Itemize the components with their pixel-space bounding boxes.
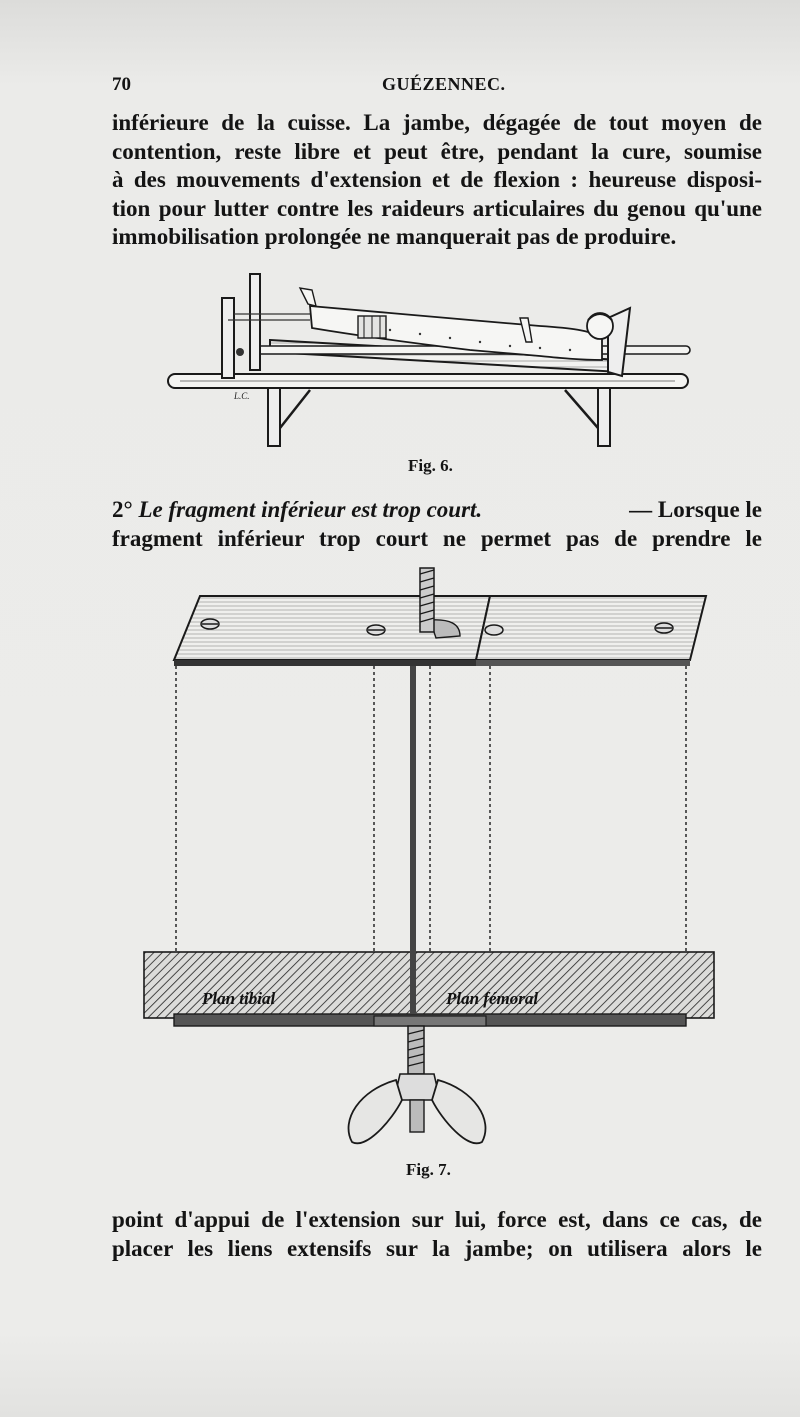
- page-number: 70: [112, 74, 131, 95]
- figure-6-signature: L.C.: [234, 391, 250, 401]
- section-heading: Le fragment inférieur est trop court.: [138, 497, 483, 522]
- section-number: 2°: [112, 497, 133, 522]
- text-line: tion pour lutter contre les raideurs articulaires du genou qu'une: [112, 195, 762, 221]
- label-plan-tibial: Plan tibial: [202, 989, 276, 1008]
- text-line: [112, 496, 762, 525]
- paragraph-1: [112, 109, 762, 252]
- paragraph-2: [112, 496, 762, 553]
- text-run: — Lorsque le: [629, 497, 762, 522]
- text-line: inférieure de la cuisse. La jambe, dégagée de tout moyen de: [112, 110, 762, 135]
- page-header: [112, 74, 762, 104]
- figure-6-caption: Fig. 6.: [408, 456, 453, 475]
- text-line: immobilisation prolongée ne manquerait pas de produire.: [112, 224, 677, 249]
- text-line: fragment inférieur trop court ne permet pas de prendre le: [112, 525, 762, 551]
- paragraph-3: [112, 1206, 762, 1263]
- figure-6-traction-bed-illustration: [160, 268, 720, 458]
- text-line: contention, reste libre et peut être, pendant la cure, soumise: [112, 138, 762, 164]
- label-plan-femoral: Plan fémoral: [446, 989, 539, 1008]
- figure-7-caption: Fig. 7.: [406, 1160, 451, 1179]
- text-line: placer les liens extensifs sur la jambe; on utilisera alors le: [112, 1235, 762, 1261]
- text-line: à des mouvements d'extension et de flexion : heureuse disposi-: [112, 167, 762, 192]
- running-title: GUÉZENNEC.: [382, 74, 506, 94]
- figure-7-splint-screw-illustration: [130, 560, 730, 1160]
- text-line: point d'appui de l'extension sur lui, force est, dans ce cas, de: [112, 1207, 762, 1232]
